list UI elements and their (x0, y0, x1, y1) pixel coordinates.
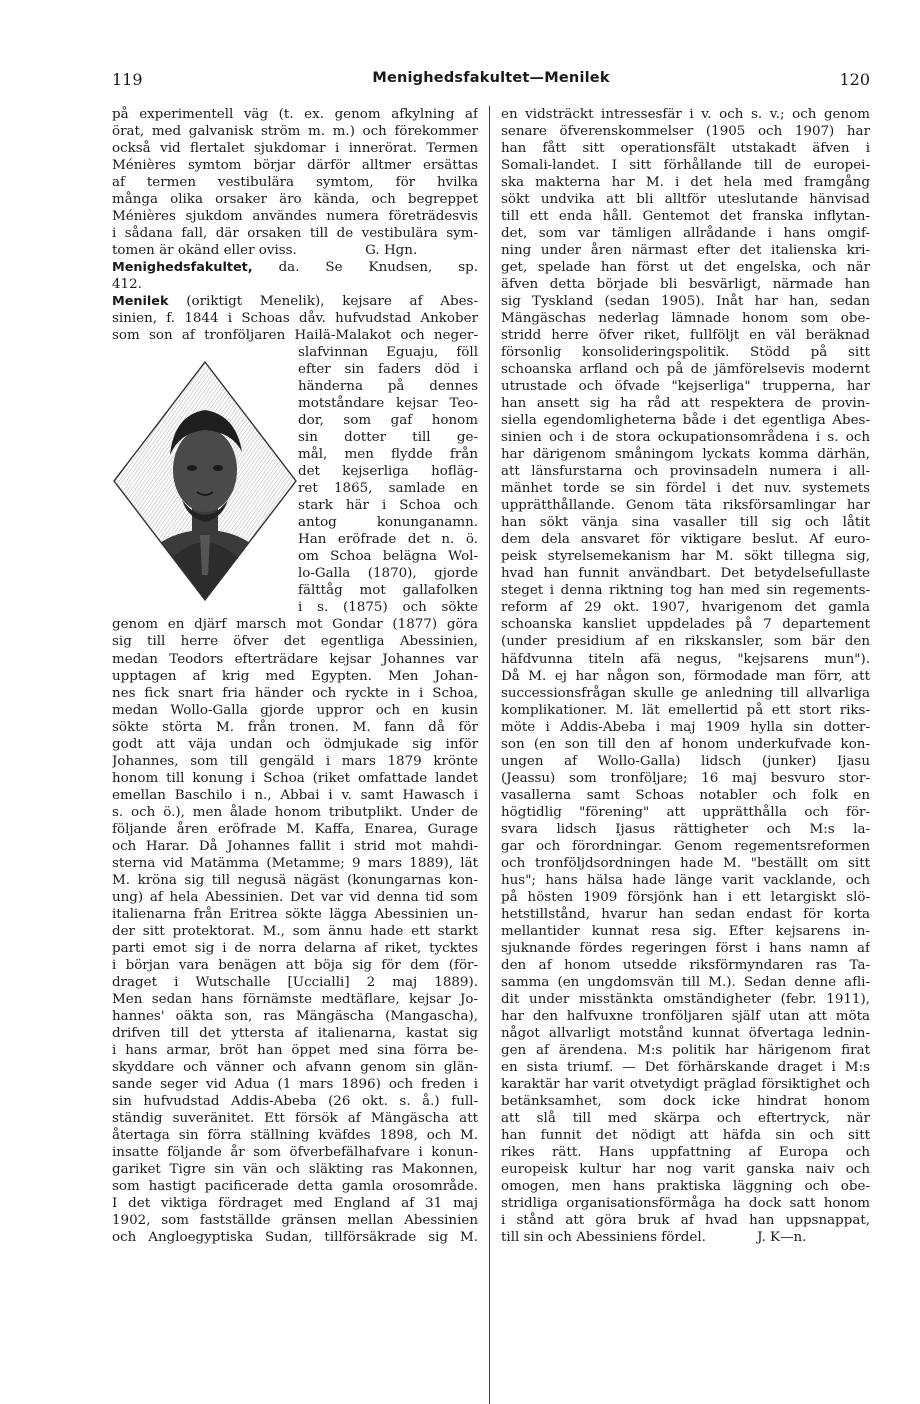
text-line: i stånd att göra bruk af hvad han uppsnappat, (501, 1213, 870, 1229)
text-line: dem dela ansvaret för viktigare beslut. Af euro- (501, 532, 870, 548)
text-line: europeisk kultur har nog varit ganska naiv och (501, 1161, 870, 1177)
text-line: han ansett sig ha råd att respektera de provin- (501, 396, 870, 412)
text-line: efter sin faders död i (298, 362, 478, 378)
text-line: och Angloegyptiska Sudan, tillförsäkrade sig M. (112, 1230, 478, 1246)
text-line: senare öfverenskommelser (1905 och 1907) har (501, 124, 870, 140)
text-line: betänksamhet, som dock icke hindrat honom (501, 1093, 870, 1109)
text-line: successionsfrågan skulle ge anledning till allvarliga (501, 685, 870, 701)
text-line: det, som var tämligen allrådande i hans omgif- (501, 226, 870, 242)
page-number-right: 120 (839, 70, 870, 89)
text-line: siella egendomligheterna både i det egentliga Abes- (501, 413, 870, 429)
text-line: medan Teodors efterträdare kejsar Johannes var (112, 651, 478, 667)
text-line: att slå till med skärpa och eftertryck, när (501, 1110, 870, 1126)
text-line: utrustade och öfvade "kejserliga" trupperna, har (501, 379, 870, 395)
text-line: och tronföljdsordningen hade M. "beställt om sitt (501, 855, 870, 871)
text-line: gariket Tigre sin vän och släkting ras Makonnen, (112, 1161, 478, 1177)
text-line: I det viktiga fördraget med England af 31 maj (112, 1196, 478, 1211)
text-line: drifven till det yttersta af italienarna, kastat sig (112, 1025, 478, 1041)
text-line: återtaga sin förra ställning kväfdes 1898, och M. (112, 1127, 478, 1143)
text-line: sinien, f. 1844 i Schoas dåv. hufvudstad Ankober (112, 311, 478, 327)
text-line: Då M. ej har någon son, förmodade man förr, att (501, 668, 870, 684)
text-line: han sökt vänja sina vasaller till sig och låtit (501, 515, 870, 531)
text-line: svara lidsch Ijasus rättigheter och M:s la- (501, 821, 870, 837)
text-line: sinien och i de stora ockupationsområdena i s. och (501, 430, 870, 446)
text-line: stridd herre öfver riket, fullföljt en väl beräknad (501, 328, 870, 344)
text-line: häfdvunna titeln afä negus, "kejsarens mun"). (501, 651, 870, 667)
entry-line (112, 293, 478, 310)
text-line: Men sedan hans förnämste medtäflare, kejsar Jo- (112, 991, 478, 1007)
text-line: M. kröna sig till negusä nägäst (konungarnas kon- (112, 872, 478, 888)
text-line: sökt undvika att bli alltför uteslutande hänvisad (501, 192, 870, 208)
text-line: upptagen af krig med Egypten. Men Johan- (112, 668, 478, 684)
text-line: stark här i Schoa och (298, 498, 478, 514)
text-line: upprätthållande. Genom täta riksförsamlingar har (501, 498, 870, 514)
text-line: af termen vestibulära symtom, för hvilka (112, 175, 478, 191)
text-line: gen af ärendena. M:s politik har härigenom firat (501, 1042, 870, 1058)
text-line: Johannes, som till gengäld i mars 1879 krönte (112, 753, 478, 769)
text-line: högtidlig "förening" att upprätthålla och för- (501, 804, 870, 820)
entry-headword: Menighedsfakultet, (112, 260, 253, 276)
text-line: stridliga organisationsförmåga ha dock satt honom (501, 1196, 870, 1211)
text-line: insatte följande år som öfverbefälhafvare i konun- (112, 1144, 478, 1160)
text-line: Ménières symtom börjar därför alltmer ersättas (112, 158, 478, 174)
text-line: (under presidium af en rikskansler, som bär den (501, 634, 870, 650)
text-line: sig till herre öfver det egentliga Abessinien, (112, 634, 478, 650)
left-column (112, 106, 478, 1246)
text-line: schoanska kansliet uppdelades på 7 departement (501, 617, 870, 633)
text-line: sin dotter till ge- (298, 430, 478, 446)
running-title: Menighedsfakultet—Menilek (372, 70, 610, 86)
text-line: italienarna från Eritrea sökte lägga Abessinien un- (112, 906, 478, 922)
text-line: peisk styrelsemekanism har M. sökt tillegna sig, (501, 549, 870, 565)
text-line: omogen, men hans praktiska läggning och obe- (501, 1178, 870, 1194)
text-line: fälttåg mot gallafolken (298, 583, 478, 599)
text-line: der sitt protektorat. M., som ännu hade ett starkt (112, 923, 478, 939)
page-number-left: 119 (112, 70, 143, 89)
text-line: son (en son till den af honom underkufvade kon- (501, 736, 870, 752)
text-line: schoanska arfland och på de jämförelsevis modernt (501, 362, 870, 378)
text-line: om Schoa belägna Wol- (298, 549, 478, 565)
text-line: sig Tyskland (sedan 1905). Inåt har han, sedan (501, 294, 870, 310)
text-line: samma (en ungdomsvän till M.). Sedan denne afli- (501, 974, 870, 990)
text-line: steget i denna riktning tog han med sin regements- (501, 583, 870, 599)
text-line: hus"; hans hälsa hade länge varit vacklande, och (501, 872, 870, 888)
text-line: äfven detta började bli besvärligt, närmade han (501, 277, 870, 293)
text-line: ung) af hela Abessinien. Det var vid denna tid som (112, 889, 478, 905)
text-line: som hastigt pacificerade detta gamla orosområde. (112, 1178, 478, 1194)
entry-headword: Menilek (112, 294, 169, 310)
text-line: Han eröfrade det n. ö. (298, 532, 478, 548)
text-line: örat, med galvanisk ström m. m.) och förekommer (112, 124, 478, 140)
text-line: till ett enda håll. Gentemot det franska inflytan- (501, 209, 870, 225)
text-line: i hans armar, bröt han öppet med sina förra be- (112, 1042, 478, 1058)
text-line: något allvarligt motstånd kunnat öfvertaga lednin- (501, 1025, 870, 1041)
text-line: har den halfvuxne tronföljaren själf utan att möta (501, 1008, 870, 1024)
text-line: en vidsträckt intressesfär i v. och s. v.; och genom (501, 107, 870, 122)
entry-line (112, 259, 478, 276)
text-line: mellantider kunnat resa sig. Efter kejsarens in- (501, 923, 870, 939)
text-line: genom en djärf marsch mot Gondar (1877) göra (112, 617, 478, 633)
text-line: har därigenom småningom lyckats komma därhän, (501, 447, 870, 463)
text-line: reform af 29 okt. 1907, hvarigenom det gamla (501, 600, 870, 616)
text-line: 412. (112, 277, 142, 293)
text-line: lo-Galla (1870), gjorde (298, 566, 478, 582)
text-line: sin hufvudstad Addis-Abeba (26 okt. s. å.) full- (112, 1093, 478, 1109)
text-line: i s. (1875) och sökte (298, 600, 478, 616)
text-line: och Harar. Då Johannes fallit i strid mot mahdi- (112, 838, 478, 854)
text-line: emellan Baschilo i n., Abbai i v. samt Hawasch i (112, 787, 478, 803)
text-line: ungen af Wollo-Galla) lidsch (junker) Ijasu (501, 753, 870, 769)
text-line: draget i Wutschalle [Uccialli] 2 maj 1889). (112, 974, 478, 990)
text-line: honom till konung i Schoa (riket omfattade landet (112, 770, 478, 786)
text-line: sterna vid Matämma (Metamme; 9 mars 1889), lät (112, 855, 478, 871)
text-line: som son af tronföljaren Hailä-Malakot och neger- (112, 328, 478, 344)
text-line: ret 1865, samlade en (298, 481, 478, 497)
text-line: sökte störta M. från tronen. M. fann då för (112, 719, 478, 735)
text-line: tomen är okänd eller oviss. G. Hgn. (112, 243, 418, 259)
text-line: mål, men flydde från (298, 447, 478, 463)
text-line: vasallerna samt Schoas notabler och folk en (501, 787, 870, 803)
text-line: dit under misstänkta omständigheter (febr. 1911), (501, 991, 870, 1007)
text-line: dor, som gaf honom (298, 413, 478, 429)
text-line: till sin och Abessiniens fördel. J. K—n. (501, 1230, 807, 1246)
column-divider (489, 106, 490, 1404)
text-line: karaktär har varit otvetydigt präglad försiktighet och (501, 1076, 870, 1092)
text-line: (Jeassu) som tronföljare; 16 maj besvuro stor- (501, 770, 870, 786)
text-line: ständig suveränitet. Ett försök af Mängäscha att (112, 1110, 478, 1126)
text-line: att länsfurstarna och provinsadeln numera i all- (501, 464, 870, 480)
text-line: parti emot sig i de norra delarna af riket, tycktes (112, 940, 478, 956)
text-line: get, spelade han först ut det engelska, och när (501, 260, 870, 276)
text-line: medan Wollo-Galla gjorde uppror och en kusin (112, 702, 478, 718)
text-line: han funnit det nödigt att häfda sin och sitt (501, 1127, 870, 1143)
text-line: Mängäschas nederlag lämnade honom som obe- (501, 311, 870, 327)
text-line: följande åren eröfrade M. Kaffa, Enarea, Gurage (112, 821, 478, 837)
text-line: s. och ö.), men ålade honom tributplikt. Under de (112, 804, 478, 820)
text-line: mänhet torde se sin fördel i det nuv. systemets (501, 481, 870, 497)
text-line: händerna på dennes (298, 379, 478, 395)
text-line: hetstillstånd, hvarur han sedan endast för korta (501, 906, 870, 922)
text-line: 1902, som fastställde gränsen mellan Abessinien (112, 1213, 478, 1229)
text-line: rikes rätt. Hans uppfattning af Europa och (501, 1144, 870, 1160)
text-line: hvad han funnit användbart. Det betydelsefullaste (501, 566, 870, 582)
text-line: på hösten 1909 försjönk han i ett letargiskt slö- (501, 889, 870, 905)
text-line: Somali-landet. I sitt förhållande till de europei- (501, 158, 870, 174)
text-line: i början vara benägen att böja sig för dem (för- (112, 957, 478, 973)
text-line: nes fick snart fria händer och ryckte in i Schoa, (112, 685, 478, 701)
page-header (112, 70, 870, 94)
text-line: försonlig konsolideringspolitik. Stödd på sitt (501, 345, 870, 361)
text-line: skyddare och vänner och afvann genom sin glän- (112, 1059, 478, 1075)
text-line: en sista triumf. — Det förhärskande draget i M:s (501, 1059, 870, 1075)
right-column (501, 106, 870, 1246)
text-line: antog konunganamn. (298, 515, 478, 531)
entry-text: da. Se Knudsen, sp. (252, 260, 478, 276)
text-line: sande seger vid Adua (1 mars 1896) och freden i (112, 1076, 478, 1092)
text-line: i sådana fall, där orsaken till de vestibulära sym- (112, 226, 478, 242)
text-line: hannes' oäkta son, ras Mängäscha (Mangascha), (112, 1008, 478, 1024)
text-line: ska makterna har M. i det hela med framgång (501, 175, 870, 191)
text-line: också vid flertalet sjukdomar i innerörat. Termen (112, 141, 478, 157)
text-line: motståndare kejsar Teo- (298, 396, 478, 412)
text-line: på experimentell väg (t. ex. genom afkylning af (112, 107, 478, 122)
text-line: den af honom utsedde riksförmyndaren ras Ta- (501, 957, 870, 973)
text-line: han fått sitt operationsfält utstakadt äfven i (501, 141, 870, 157)
text-line: sjuknande fördes regeringen först i hans namn af (501, 940, 870, 956)
entry-text: (oriktigt Menelik), kejsare af Abes- (168, 294, 478, 310)
text-line: möte i Addis-Abeba i maj 1909 hylla sin dotter- (501, 719, 870, 735)
text-line: gar och förordningar. Genom regementsreformen (501, 838, 870, 854)
text-line: komplikationer. M. lät emellertid på ett stort riks- (501, 702, 870, 718)
text-line: Ménières sjukdom användes numera företrädesvis (112, 209, 478, 225)
text-line: godt att väja undan och ödmjukade sig inför (112, 736, 478, 752)
text-line: det kejserliga hofläg- (298, 464, 478, 480)
text-line: många olika orsaker äro kända, och begreppet (112, 192, 478, 208)
text-line: slafvinnan Eguaju, föll (298, 345, 478, 361)
text-line: ning under åren närmast efter det italienska kri- (501, 243, 870, 259)
